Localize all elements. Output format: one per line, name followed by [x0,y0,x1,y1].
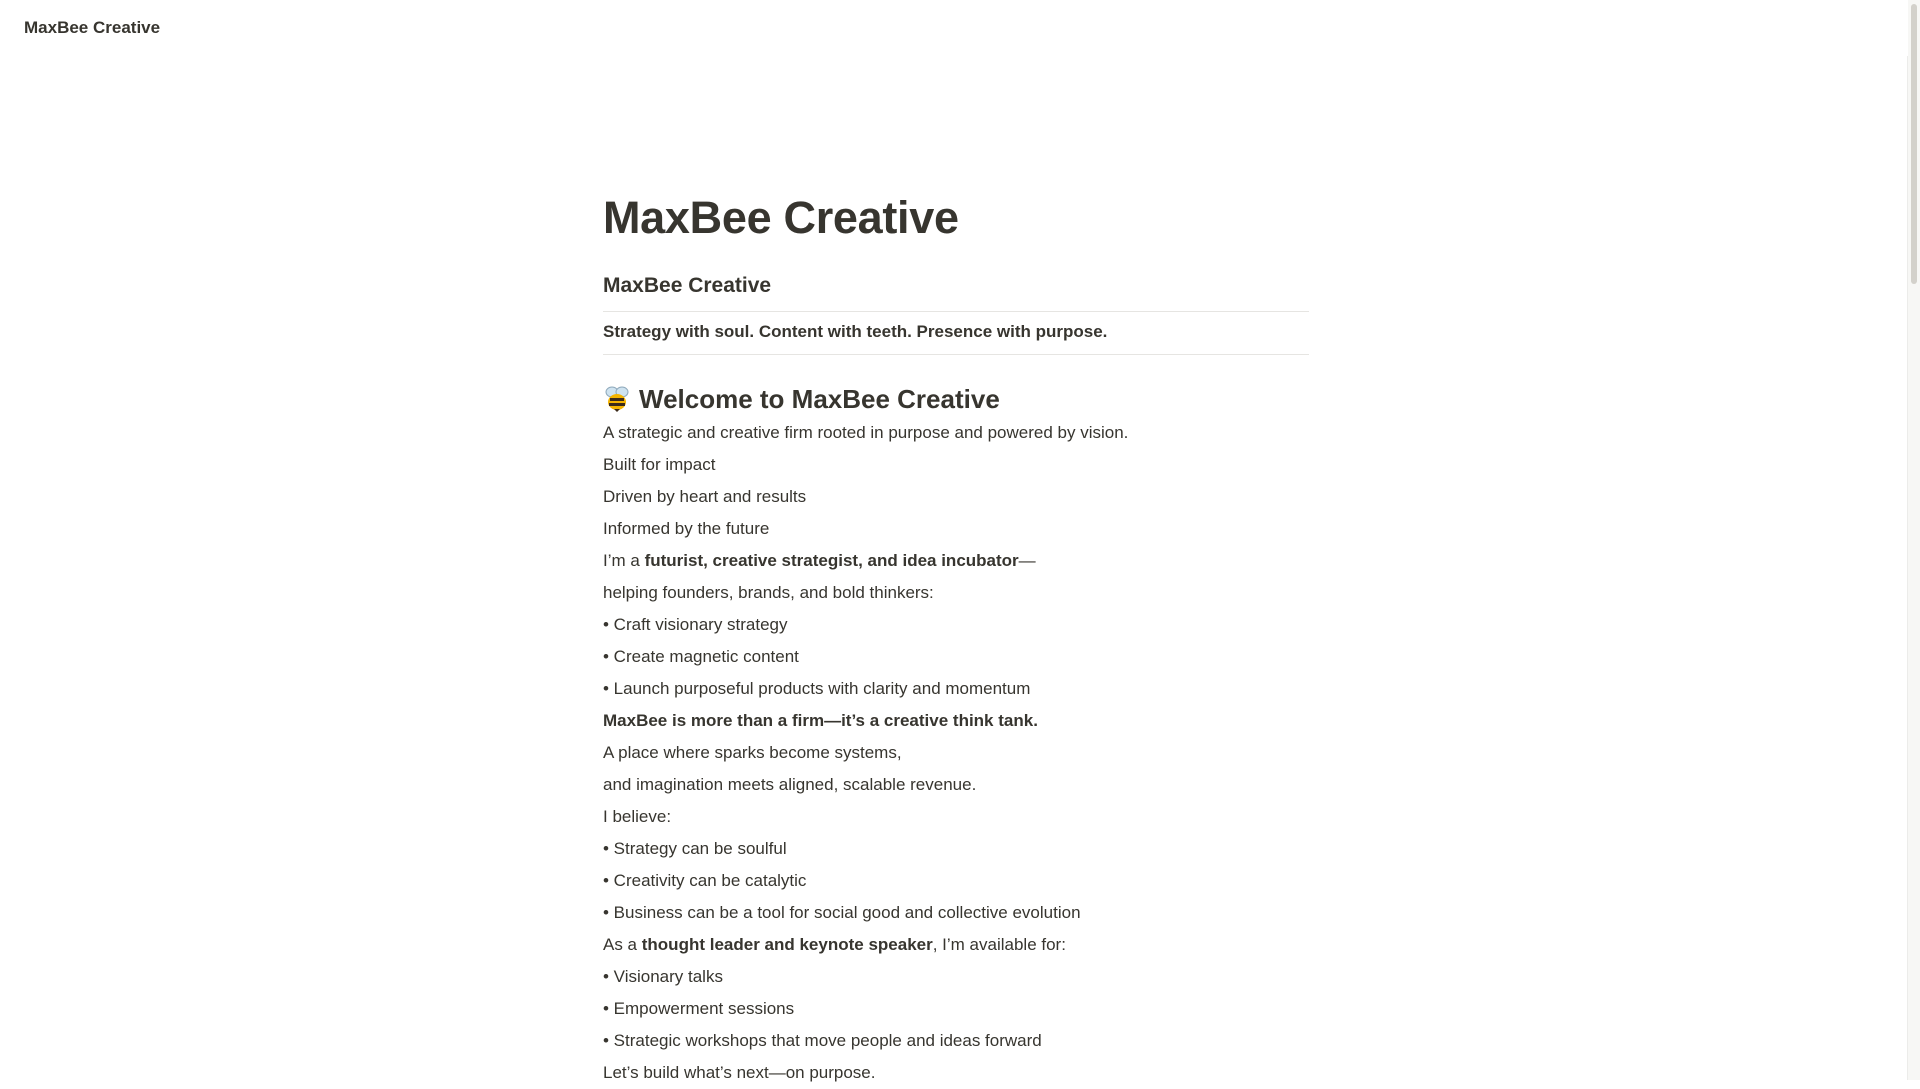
body-line-closing: Let’s build what’s next—on purpose. [603,1063,876,1082]
body-line: A strategic and creative firm rooted in purpose and powered by vision. [603,423,1129,442]
body-line: A place where sparks become systems, [603,743,902,762]
list-item: • Business can be a tool for social good and collective evolution [603,903,1081,922]
list-item: • Create magnetic content [603,647,799,666]
body-line: Built for impact [603,455,716,474]
think-tank-statement: MaxBee is more than a firm—it’s a creative think tank. [603,711,1038,730]
list-item: • Launch purposeful products with clarity and momentum [603,679,1031,698]
speaker-suffix: , I’m available for: [932,935,1066,954]
welcome-heading [603,381,1309,417]
body-line: Driven by heart and results [603,487,807,506]
scrollbar-thumb[interactable] [1911,4,1917,284]
speaker-prefix: As a [603,935,642,954]
tagline: Strategy with soul. Content with teeth. Presence with purpose. [603,312,1309,355]
bee-icon [603,385,631,413]
body-line: helping founders, brands, and bold thinkers: [603,583,934,602]
page-title: MaxBee Creative [603,192,959,243]
sub-heading: MaxBee Creative [603,270,1309,312]
site-title-link[interactable]: MaxBee Creative [24,18,161,37]
page-content [603,190,1309,1089]
welcome-heading-text: Welcome to MaxBee Creative [639,384,1000,414]
list-item: • Empowerment sessions [603,999,795,1018]
role-suffix: — [1018,551,1036,570]
body-line-role [603,545,1309,577]
role-prefix: I’m a [603,551,645,570]
list-item: • Visionary talks [603,967,723,986]
body-line-bold [603,705,1309,737]
list-item: • Strategy can be soulful [603,839,787,858]
list-item: • Craft visionary strategy [603,615,788,634]
list-item: • Strategic workshops that move people and ideas forward [603,1031,1042,1050]
top-bar [0,0,1908,56]
speaker-bold: thought leader and keynote speaker [641,935,933,954]
list-item: • Creativity can be catalytic [603,871,807,890]
role-bold: futurist, creative strategist, and idea incubator [644,551,1019,570]
body-line: I believe: [603,807,672,826]
body-line-speaker [603,929,1309,961]
body-line: Informed by the future [603,519,770,538]
scrollbar[interactable] [1907,0,1920,1080]
body-line: and imagination meets aligned, scalable revenue. [603,775,977,794]
